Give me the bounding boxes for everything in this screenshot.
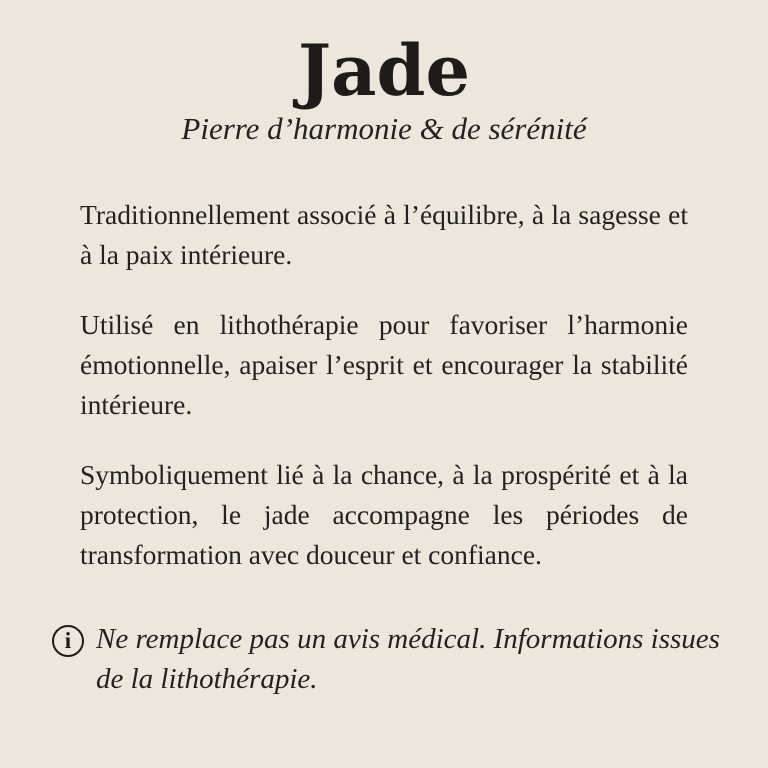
paragraph-tradition: Traditionnellement associé à l’équilibre, à la sagesse et à la paix intérieure. <box>80 198 688 270</box>
page-subtitle: Pierre d’harmonie & de sérénité <box>181 110 587 146</box>
description-section <box>80 195 688 575</box>
page-title: Jade <box>298 29 470 112</box>
info-icon-glyph: i <box>64 628 72 654</box>
info-icon <box>52 625 84 657</box>
paragraph-lithotherapie: Utilisé en lithothérapie pour favoriser l’harmonie émotionnelle, apaiser l’esprit et encourager la stabilité intérieure. <box>80 308 688 420</box>
paragraph-symbolique: Symboliquement lié à la chance, à la prospérité et à la protection, le jade accompagne les périodes de transformation avec douceur et confiance. <box>80 458 688 570</box>
disclaimer-note <box>52 619 720 699</box>
disclaimer-text: Ne remplace pas un avis médical. Informations issues de la lithothérapie. <box>96 622 720 695</box>
